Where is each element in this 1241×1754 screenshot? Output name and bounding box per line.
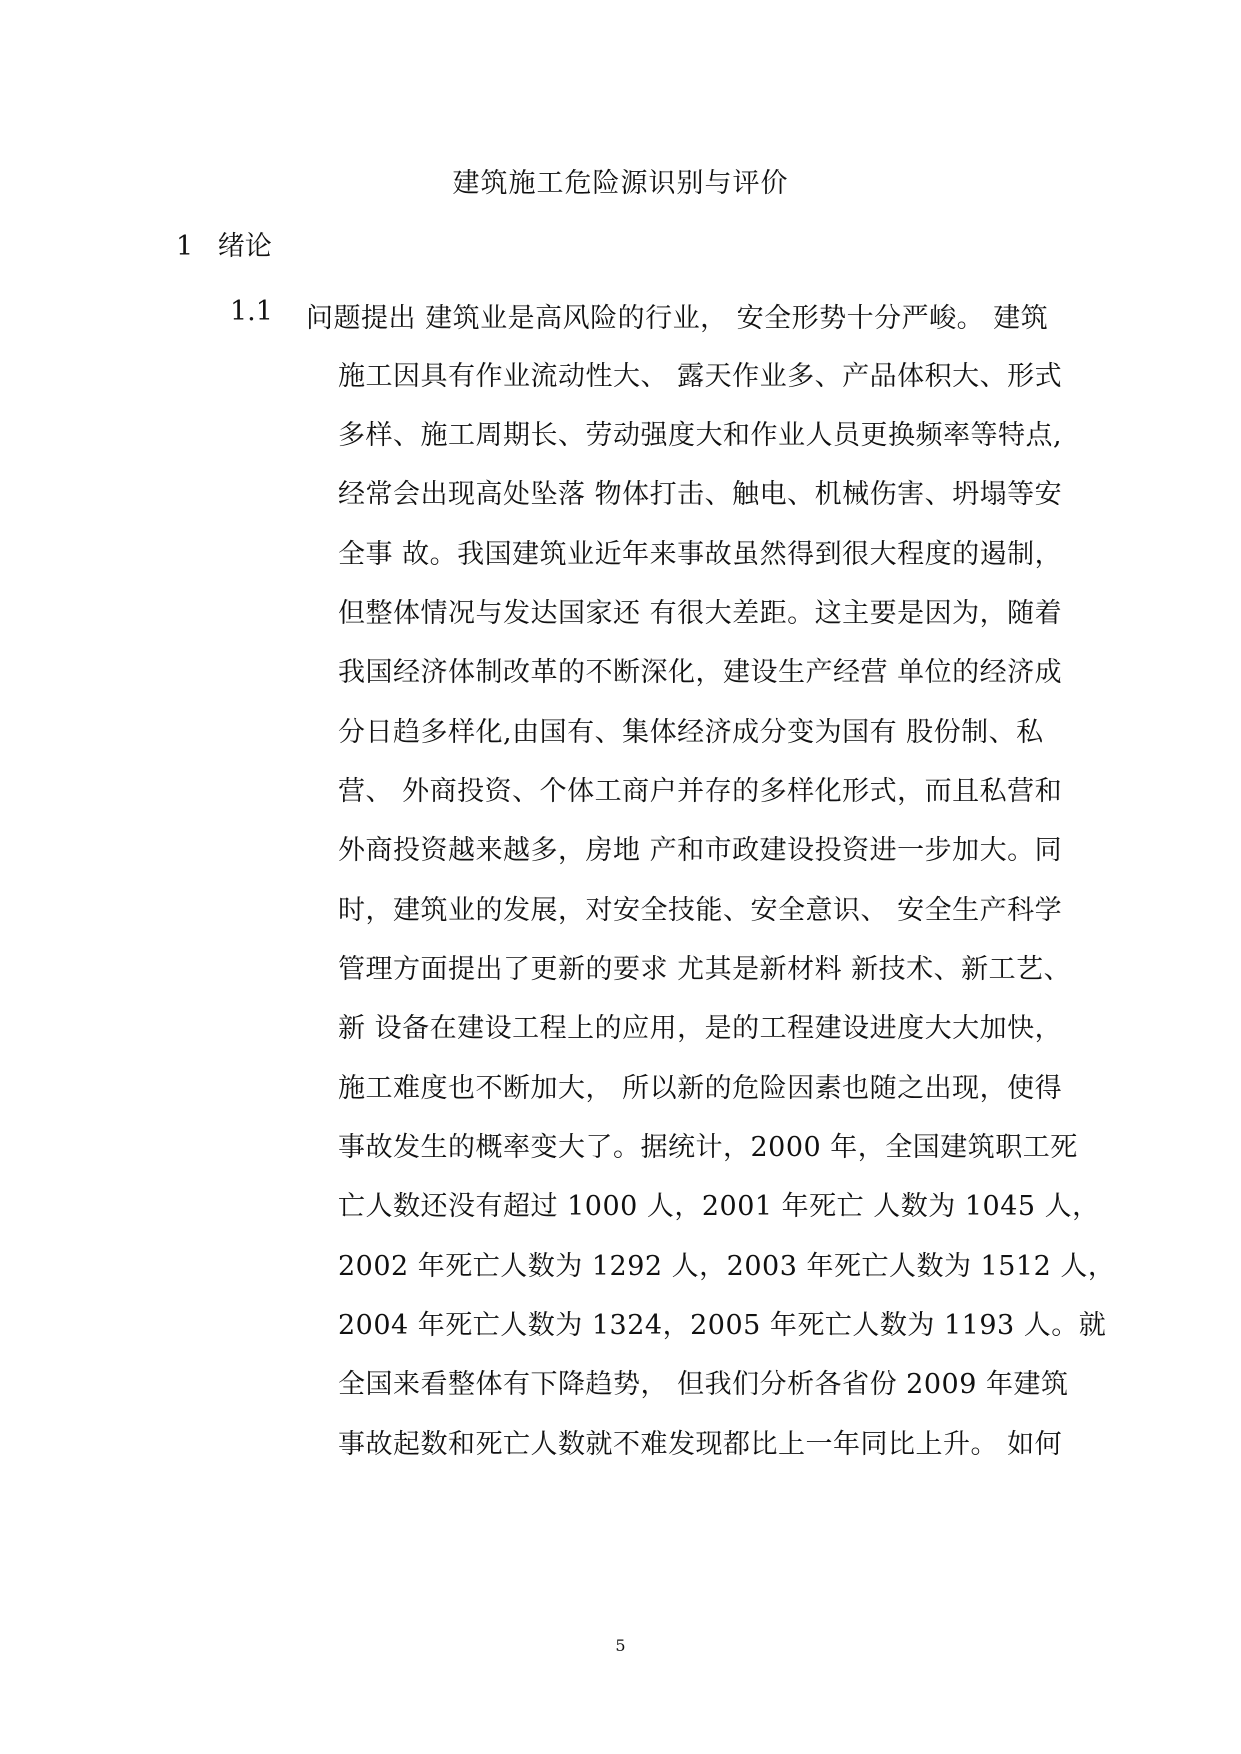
paragraph-line: 施工因具有作业流动性大、 露天作业多、产品体积大、形式 [338,361,1063,392]
paragraph-line: 外商投资越来越多，房地 产和市政建设投资进一步加大。同 [338,835,1063,866]
paragraph-line: 2004 年死亡人数为 1324，2005 年死亡人数为 1193 人。就 [338,1310,1107,1341]
paragraph-line: 我国经济体制改革的不断深化，建设生产经营 单位的经济成 [338,657,1063,688]
paragraph-line: 事故起数和死亡人数就不难发现都比上一年同比上升。 如何 [338,1429,1063,1460]
chapter-heading [176,224,272,263]
paragraph-line: 事故发生的概率变大了。据统计，2000 年，全国建筑职工死 [338,1132,1078,1163]
document-title: 建筑施工危险源识别与评价 [452,168,789,199]
paragraph-line: 但整体情况与发达国家还 有很大差距。这主要是因为，随着 [338,598,1063,629]
paragraph-line: 新 设备在建设工程上的应用，是的工程建设进度大大加快， [338,1013,1063,1044]
paragraph-line: 经常会出现高处坠落 物体打击、触电、机械伤害、坍塌等安 [338,479,1063,510]
paragraph-line: 管理方面提出了更新的要求 尤其是新材料 新技术、新工艺、 [338,954,1072,985]
paragraph-line: 问题提出 建筑业是高风险的行业， 安全形势十分严峻。 建筑 [306,303,1049,334]
paragraph-line: 全事 故。我国建筑业近年来事故虽然得到很大程度的遏制， [338,539,1063,570]
chapter-title: 绪论 [217,231,272,262]
paragraph-line: 营、 外商投资、个体工商户并存的多样化形式，而且私营和 [338,776,1063,807]
paragraph-line: 时，建筑业的发展，对安全技能、安全意识、 安全生产科学 [338,895,1063,926]
paragraph-line: 亡人数还没有超过 1000 人，2001 年死亡 人数为 1045 人， [338,1191,1100,1222]
chapter-number: 1 [176,231,194,262]
paragraph-line: 2002 年死亡人数为 1292 人，2003 年死亡人数为 1512 人， [338,1251,1116,1282]
paragraph-line: 全国来看整体有下降趋势， 但我们分析各省份 2009 年建筑 [338,1369,1069,1400]
paragraph-line: 施工难度也不断加大， 所以新的危险因素也随之出现，使得 [338,1073,1063,1104]
section-number: 1.1 [230,296,273,327]
page-number: 5 [615,1636,626,1655]
paragraph-line: 分日趋多样化,由国有、集体经济成分变为国有 股份制、私 [338,717,1044,748]
paragraph-line: 多样、施工周期长、劳动强度大和作业人员更换频率等特点, [338,420,1063,451]
